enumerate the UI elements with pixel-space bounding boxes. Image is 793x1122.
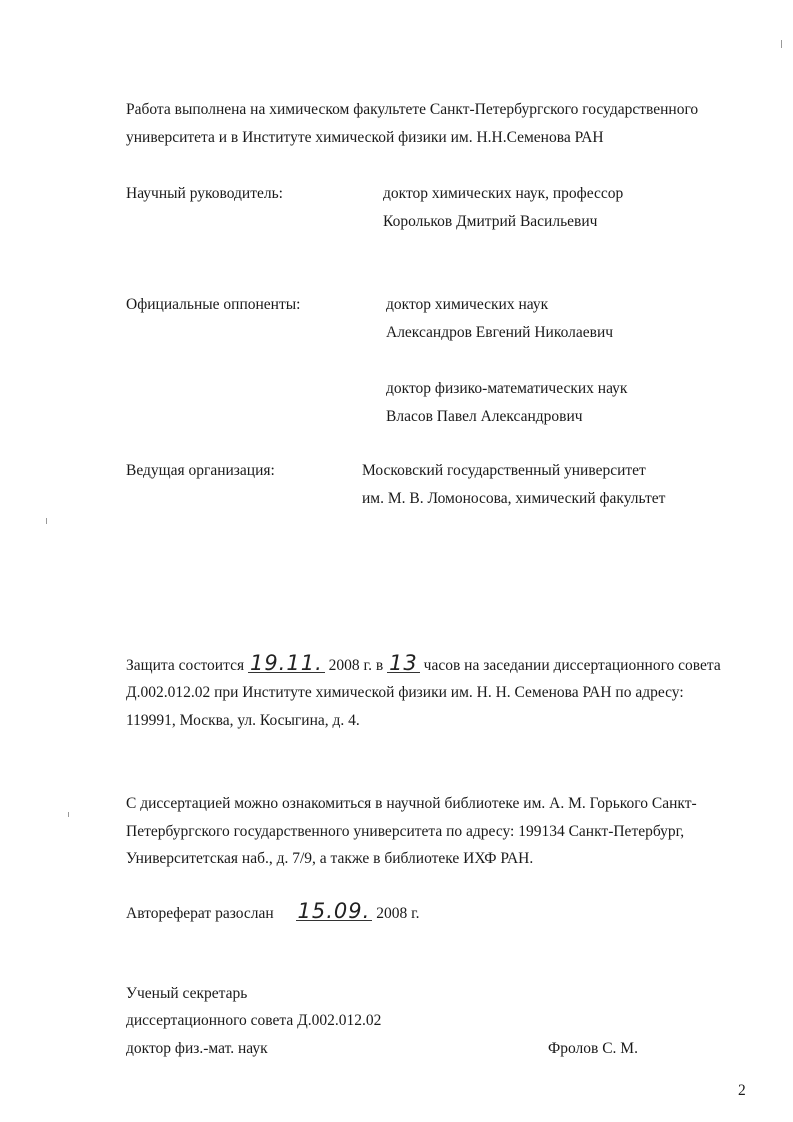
defense-suffix: часов на заседании диссертационного совета	[419, 657, 721, 674]
abstract-sent-year: 2008 г.	[372, 905, 420, 922]
intro-line-1: Работа выполнена на химическом факультете Санкт-Петербургского государственного	[126, 101, 699, 118]
opponent-1-name: Александров Евгений Николаевич	[386, 324, 614, 341]
opponents-label: Официальные оппоненты:	[126, 296, 301, 313]
secretary-line-2: диссертационного совета Д.002.012.02	[126, 1012, 382, 1029]
defense-line-2: Д.002.012.02 при Институте химической физики им. Н. Н. Семенова РАН по адресу:	[126, 684, 684, 701]
intro-line-2: университета и в Институте химической физики им. Н.Н.Семенова РАН	[126, 129, 604, 146]
secretary-line-3: доктор физ.-мат. наук	[126, 1040, 268, 1057]
abstract-sent-line	[126, 899, 420, 924]
defense-year: 2008 г. в	[324, 657, 388, 674]
library-line-3: Университетская наб., д. 7/9, а также в библиотеке ИХФ РАН.	[126, 850, 534, 867]
defense-line-1	[126, 651, 721, 676]
secretary-line-1: Ученый секретарь	[126, 985, 248, 1002]
lead-org-line-2: им. М. В. Ломоносова, химический факультет	[362, 490, 666, 507]
library-line-1: С диссертацией можно ознакомиться в научной библиотеке им. А. М. Горького Санкт-	[126, 795, 697, 812]
page-number: 2	[738, 1082, 746, 1099]
defense-hour-handwritten: 13	[389, 651, 418, 675]
opponent-2-name: Власов Павел Александрович	[386, 408, 583, 425]
defense-date-handwritten: 19.11.	[249, 651, 323, 675]
opponent-1-title: доктор химических наук	[386, 296, 549, 313]
opponent-2-title: доктор физико-математических наук	[386, 380, 628, 397]
scan-mark	[781, 40, 782, 48]
abstract-sent-date-handwritten: 15.09.	[297, 899, 371, 923]
supervisor-title: доктор химических наук, профессор	[383, 185, 624, 202]
library-line-2: Петербургского государственного университета по адресу: 199134 Санкт-Петербург,	[126, 823, 685, 840]
supervisor-name: Корольков Дмитрий Васильевич	[383, 213, 598, 230]
lead-org-label: Ведущая организация:	[126, 462, 275, 479]
scan-mark	[46, 518, 47, 524]
secretary-name: Фролов С. М.	[548, 1040, 638, 1057]
defense-prefix: Защита состоится	[126, 657, 245, 674]
supervisor-label: Научный руководитель:	[126, 185, 283, 202]
abstract-sent-prefix: Автореферат разослан	[126, 905, 274, 922]
scan-mark	[68, 812, 69, 817]
defense-line-3: 119991, Москва, ул. Косыгина, д. 4.	[126, 712, 360, 729]
lead-org-line-1: Московский государственный университет	[362, 462, 646, 479]
